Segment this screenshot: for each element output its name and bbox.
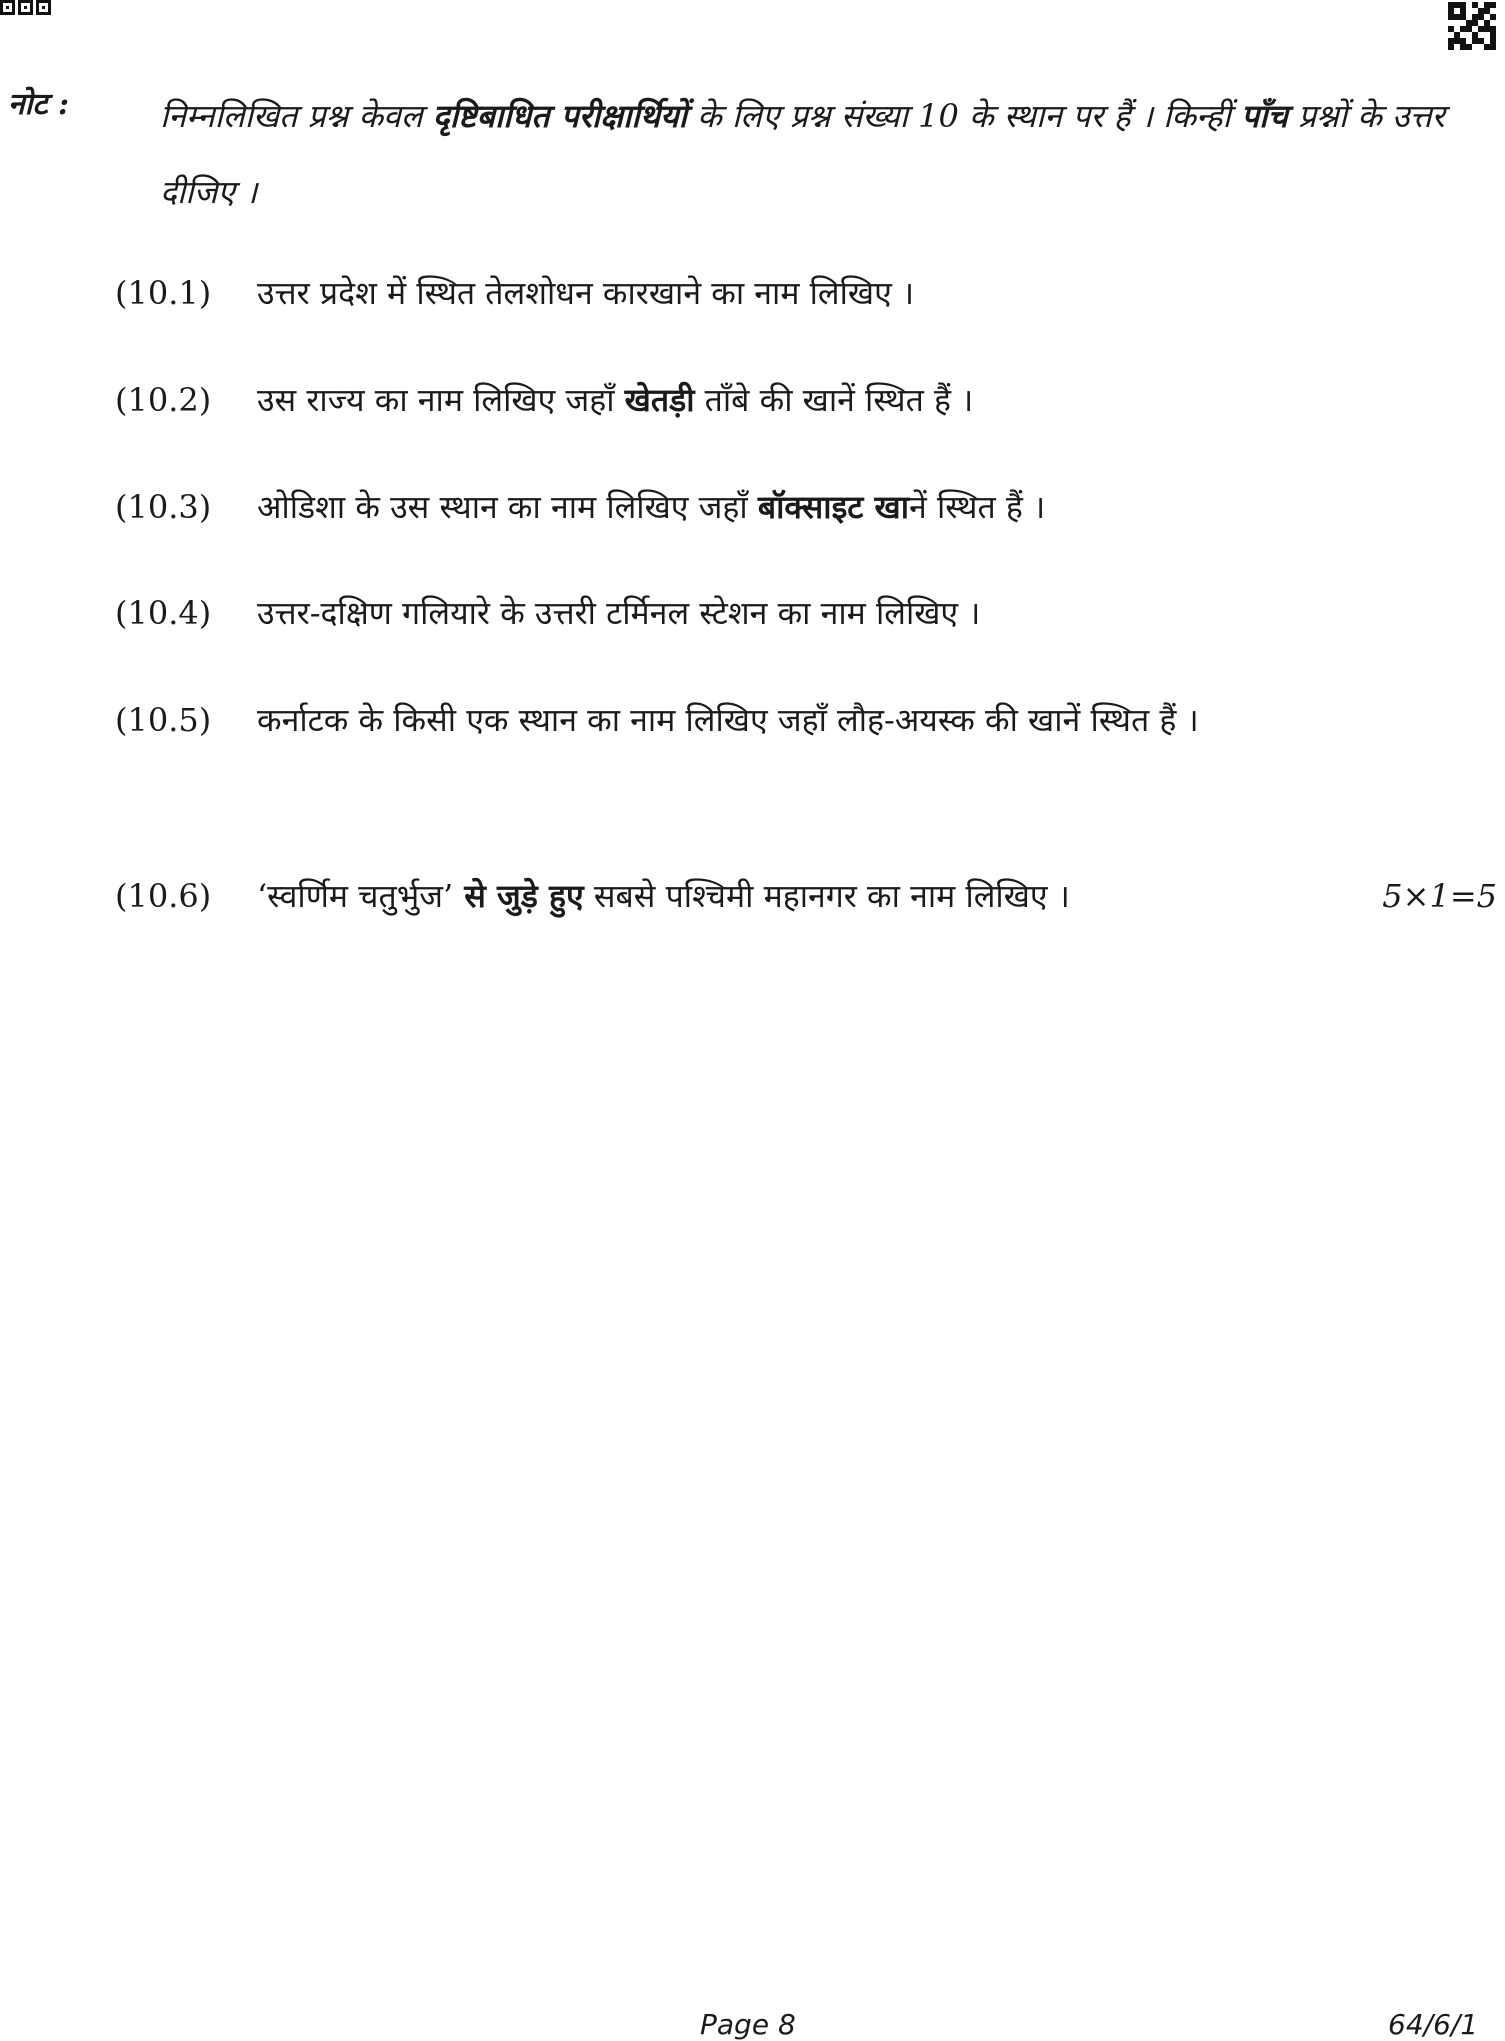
- note-text-part: के लिए प्रश्न संख्या 10 के स्थान पर हैं । किन्हीं: [686, 97, 1241, 135]
- question-text: उत्तर-दक्षिण गलियारे के उत्तरी टर्मिनल स्टेशन का नाम लिखिए ।: [257, 594, 981, 632]
- question-text: [257, 472, 1417, 542]
- question-text-part: नें स्थित हैं ।: [909, 488, 1046, 526]
- question-number: (10.4): [115, 594, 212, 632]
- qr-block: [18, 0, 33, 15]
- question-text-part: उस राज्य का नाम लिखिए जहाँ: [257, 381, 625, 419]
- note-emphasis-five: पाँच: [1241, 97, 1288, 135]
- question-text-part: ओडिशा के उस स्थान का नाम लिखिए जहाँ: [257, 488, 758, 526]
- question-text-part: ‘स्वर्णिम चतुर्भुज’: [257, 877, 454, 915]
- note-emphasis-visually-impaired: दृष्टिबाधित परीक्षार्थियों: [432, 97, 687, 135]
- question-text: उत्तर प्रदेश में स्थित तेलशोधन कारखाने का नाम लिखिए ।: [257, 274, 915, 312]
- question-text-part: सबसे पश्चिमी महानगर का नाम लिखिए ।: [583, 877, 1070, 915]
- question-text: [257, 365, 1417, 435]
- question-text: [257, 861, 1417, 931]
- qr-code-icon: [1448, 2, 1496, 50]
- question-text-emphasis: बॉक्साइट खा: [757, 488, 910, 526]
- note-text-part: निम्नलिखित प्रश्न केवल: [160, 97, 433, 135]
- question-text-emphasis: से जुड़े हुए: [453, 877, 584, 915]
- paper-code: 64/6/1: [1388, 2008, 1479, 2041]
- question-text-part: ताँबे की खानें स्थित हैं ।: [694, 381, 974, 419]
- question-number: (10.3): [115, 488, 212, 526]
- qr-block: [0, 0, 15, 15]
- note-label: नोट :: [8, 87, 70, 122]
- page-number: Page 8: [700, 2008, 796, 2041]
- question-number: (10.2): [115, 381, 212, 419]
- note-text-part: प्रश्नों के उत्तर दीजिए ।: [160, 97, 1445, 211]
- qr-block: [36, 0, 51, 15]
- note-instructions: [160, 78, 1450, 230]
- question-number: (10.6): [115, 877, 212, 915]
- question-number: (10.1): [115, 274, 212, 312]
- qr-marker-icon: [0, 0, 56, 16]
- question-text-emphasis: खेतड़ी: [624, 381, 695, 419]
- question-number: (10.5): [115, 701, 212, 739]
- marks-allocation: 5×1=5: [1382, 877, 1497, 915]
- question-text: कर्नाटक के किसी एक स्थान का नाम लिखिए जहाँ लौह-अयस्क की खानें स्थित हैं ।: [257, 701, 1199, 739]
- qr-module: [1490, 44, 1496, 50]
